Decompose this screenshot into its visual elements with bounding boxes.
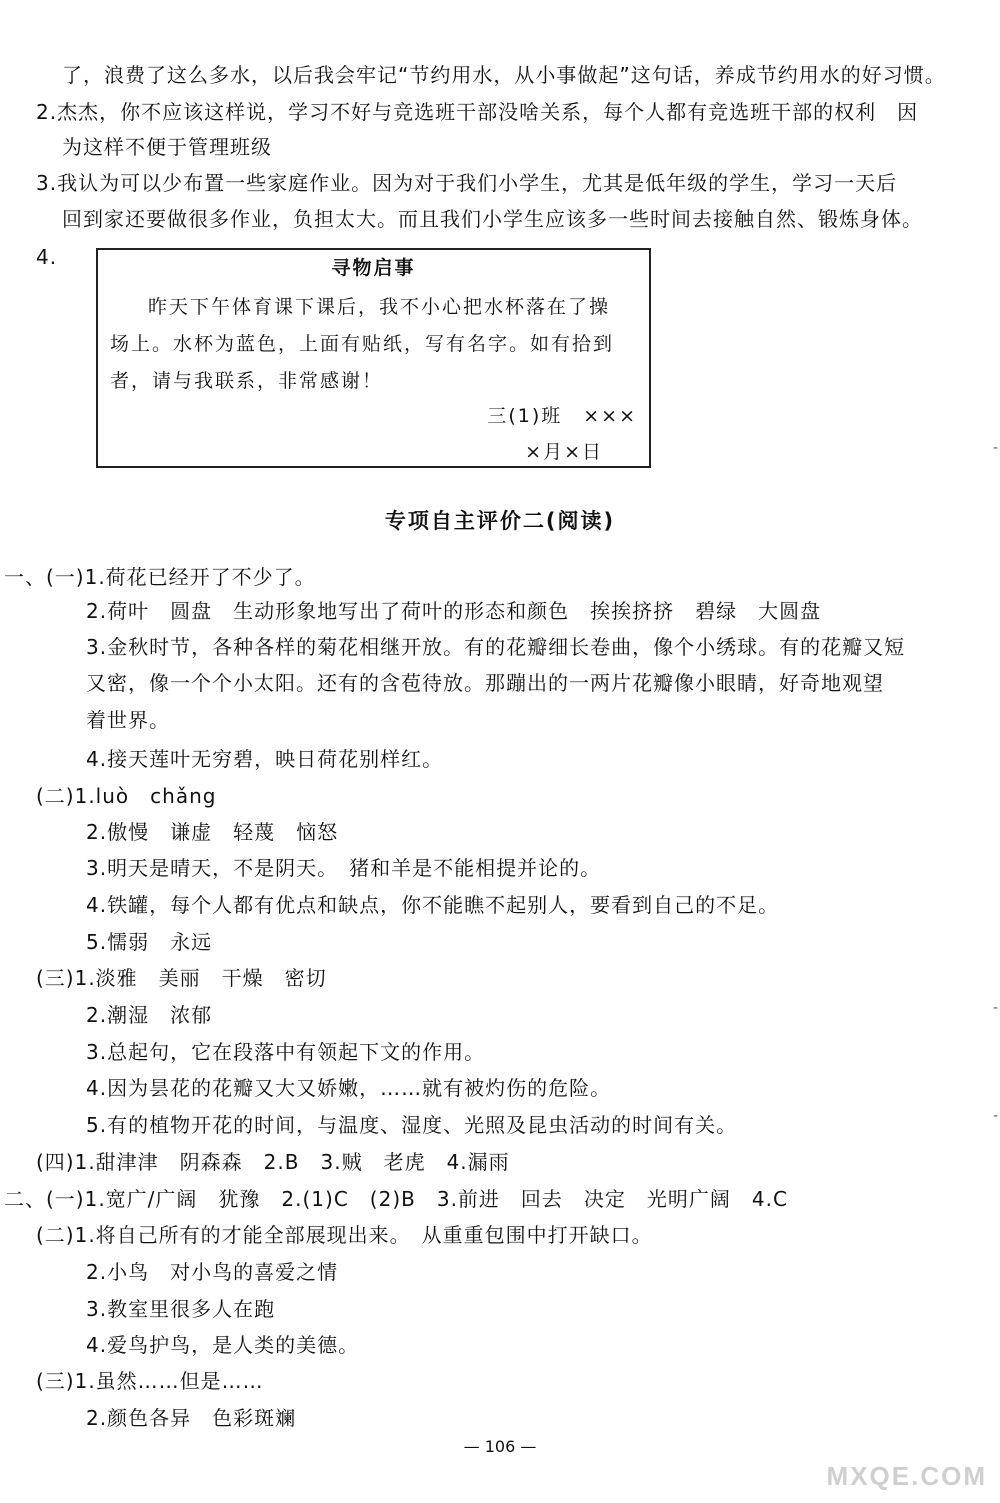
answer-line: 4.爱鸟护鸟，是人类的美德。: [86, 1333, 360, 1357]
lost-item-notice-box: [96, 248, 651, 468]
answer-line: (二)1.luò chǎng: [36, 784, 217, 808]
answer-line: 2.潮湿 浓郁: [86, 1003, 213, 1027]
text-line: 3.我认为可以少布置一些家庭作业。因为对于我们小学生，尤其是低年级的学生，学习一天后: [36, 171, 898, 195]
answer-line: 3.明天是晴天，不是阴天。 猪和羊是不能相提并论的。: [86, 856, 602, 880]
text-line: 2.杰杰，你不应该这样说，学习不好与竞选班干部没啥关系，每个人都有竞选班干部的权利 因: [36, 100, 919, 124]
answer-line: 5.懦弱 永远: [86, 930, 213, 954]
notice-body-line: 昨天下午体育课下课后，我不小心把水杯落在了操: [148, 296, 611, 318]
answer-line: 5.有的植物开花的时间，与温度、湿度、光照及昆虫活动的时间有关。: [86, 1113, 738, 1137]
notice-body-line: 场上。水杯为蓝色，上面有贴纸，写有名字。如有拾到: [110, 333, 615, 355]
answer-line: (三)1.淡雅 美丽 干燥 密切: [36, 966, 327, 990]
text-line: 回到家还要做很多作业，负担太大。而且我们小学生应该多一些时间去接触自然、锻炼身体。: [62, 207, 923, 231]
margin-mark: -: [992, 440, 998, 456]
section-title: 专项自主评价二(阅读): [384, 509, 616, 533]
answer-line: 3.总起句，它在段落中有领起下文的作用。: [86, 1040, 486, 1064]
answer-line: 4.接天莲叶无穷碧，映日荷花别样红。: [86, 747, 444, 771]
answer-line: 4.因为昙花的花瓣又大又娇嫩，……就有被灼伤的危险。: [86, 1076, 612, 1100]
answer-line: 二、(一)1.宽广/广阔 犹豫 2.(1)C (2)B 3.前进 回去 决定 光明广阔 4.C: [4, 1187, 788, 1211]
answer-line: 3.金秋时节，各种各样的菊花相继开放。有的花瓣细长卷曲，像个小绣球。有的花瓣又短: [86, 635, 906, 659]
text-line: 了，浪费了这么多水，以后我会牢记“节约用水，从小事做起”这句话，养成节约用水的好习惯。: [62, 63, 946, 87]
margin-mark: -: [992, 1000, 998, 1016]
answer-line: 3.教室里很多人在跑: [86, 1297, 276, 1321]
answer-line: 着世界。: [86, 708, 170, 732]
answer-line: 2.荷叶 圆盘 生动形象地写出了荷叶的形态和颜色 挨挨挤挤 碧绿 大圆盘: [86, 599, 822, 623]
watermark-logo-graphic: [792, 1455, 992, 1495]
watermark-logo: [792, 1455, 992, 1503]
notice-signature: 三(1)班 ×××: [487, 405, 637, 427]
answer-line: 2.颜色各异 色彩斑斓: [86, 1406, 297, 1430]
text-line: 为这样不便于管理班级: [62, 135, 272, 159]
answer-line: 又密，像一个个小太阳。还有的含苞待放。那蹦出的一两片花瓣像小眼睛，好奇地观望: [86, 671, 884, 695]
answer-line: (四)1.甜津津 阴森森 2.B 3.贼 老虎 4.漏雨: [36, 1150, 510, 1174]
notice-title: 寻物启事: [331, 257, 416, 279]
notice-body-line: 者，请与我联系，非常感谢！: [110, 370, 384, 392]
answer-line: (二)1.将自己所有的才能全部展现出来。 从重重包围中打开缺口。: [36, 1223, 653, 1247]
answer-line: 4.铁罐，每个人都有优点和缺点，你不能瞧不起别人，要看到自己的不足。: [86, 893, 780, 917]
page-number: — 106 —: [463, 1437, 537, 1456]
answer-line: 一、(一)1.荷花已经开了不少了。: [4, 565, 316, 589]
answer-line: 2.小鸟 对小鸟的喜爱之情: [86, 1260, 339, 1284]
answer-line: 2.傲慢 谦虚 轻蔑 恼怒: [86, 820, 339, 844]
answer-line: (三)1.虽然……但是……: [36, 1369, 264, 1393]
notice-date: ×月×日: [525, 441, 603, 463]
svg-text:MXQE.COM: MXQE.COM: [826, 1461, 987, 1491]
item-number: 4.: [36, 245, 58, 269]
margin-mark: -: [992, 1108, 998, 1124]
